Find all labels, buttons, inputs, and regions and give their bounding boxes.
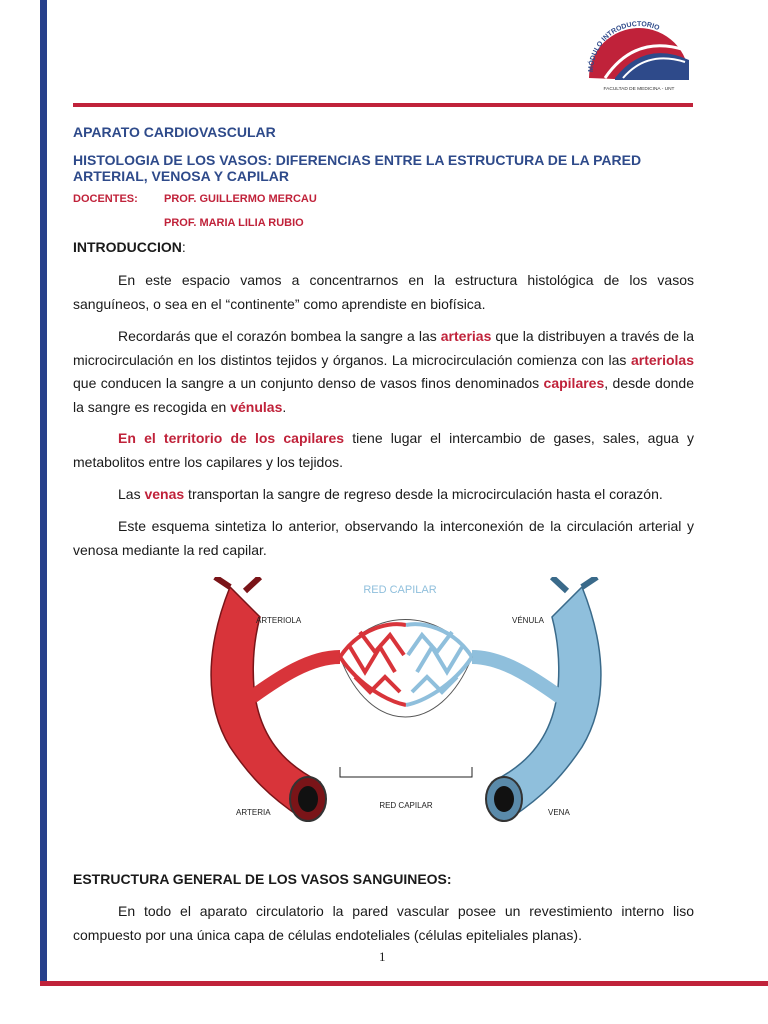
arteriole-shape bbox=[252, 657, 340, 697]
label-arteriola: ARTERIOLA bbox=[256, 616, 302, 625]
term-territorio-capilares: En el territorio de los capilares bbox=[118, 430, 345, 446]
left-accent-bar bbox=[40, 0, 47, 986]
label-vena: VENA bbox=[548, 808, 570, 817]
p4-text-a: Las bbox=[118, 486, 145, 502]
paragraph-1: En este espacio vamos a concentrarnos en la estructura histológica de los vasos sanguíneos, o sea en el “continente” como aprendiste en biofísica. bbox=[73, 272, 694, 312]
term-venulas: vénulas bbox=[230, 398, 283, 415]
p2-text-a: Recordarás que el corazón bombea la sangre a las bbox=[118, 328, 441, 344]
p3-text-b: tiene lugar el intercambio de gases, sales, agua y metabolitos entre los capilares y los tejidos. bbox=[73, 430, 694, 470]
logo-arc-text: MÓDULO INTRODUCTORIO bbox=[587, 20, 661, 73]
faculty-logo bbox=[585, 20, 693, 98]
venule-shape bbox=[472, 657, 560, 697]
page-title-line1: HISTOLOGIA DE LOS VASOS: DIFERENCIAS ENTRE LA ESTRUCTURA DE LA PARED bbox=[73, 152, 642, 168]
p2-text-c: que la distribuyen a través de la microcirculación en los distintos tejidos y órganos. La microcirculación comienza con las bbox=[73, 328, 694, 368]
page-number: 1 bbox=[379, 949, 386, 964]
diagram-title: RED CAPILAR bbox=[363, 584, 437, 596]
docente-name-1: PROF. GUILLERMO MERCAU bbox=[164, 193, 317, 205]
p2-text-e: que conducen la sangre a un conjunto denso de vasos finos denominados bbox=[73, 375, 544, 391]
section-heading-estructura: ESTRUCTURA GENERAL DE LOS VASOS SANGUINEOS: bbox=[73, 871, 452, 887]
paragraph-6: En todo el aparato circulatorio la pared vascular posee un revestimiento interno liso compuesto por una única capa de células endoteliales (células epiteliales planas). bbox=[73, 903, 694, 943]
capillary-network-diagram bbox=[190, 577, 622, 831]
label-venula: VÉNULA bbox=[512, 616, 545, 625]
docentes-label: DOCENTES: bbox=[73, 193, 138, 205]
docente-name-2: PROF. MARIA LILIA RUBIO bbox=[164, 217, 304, 229]
paragraph-2 bbox=[73, 325, 694, 419]
p4-text-c: transportan la sangre de regreso desde la microcirculación hasta el corazón. bbox=[184, 486, 663, 502]
term-venas: venas bbox=[144, 486, 185, 502]
page-title-line2: ARTERIAL, VENOSA Y CAPILAR bbox=[73, 168, 289, 184]
p2-text-i: . bbox=[282, 398, 287, 415]
term-arteriolas: arteriolas bbox=[630, 351, 694, 368]
logo-caption: FACULTAD DE MEDICINA - UNT bbox=[603, 87, 675, 92]
p2-text-g: , desde donde la sangre es recogida en bbox=[73, 375, 694, 415]
paragraph-4 bbox=[73, 483, 694, 507]
label-arteria: ARTERIA bbox=[236, 808, 271, 817]
header-divider bbox=[73, 103, 693, 107]
paragraph-3 bbox=[73, 427, 694, 474]
term-capilares: capilares bbox=[543, 375, 605, 391]
intro-heading-colon: : bbox=[181, 239, 186, 255]
section-heading: APARATO CARDIOVASCULAR bbox=[73, 124, 276, 140]
footer-divider bbox=[40, 981, 768, 986]
intro-heading-text: INTRODUCCION bbox=[73, 239, 182, 255]
intro-heading bbox=[73, 239, 186, 255]
label-red-capilar: RED CAPILAR bbox=[379, 801, 433, 810]
term-arterias: arterias bbox=[440, 328, 492, 344]
paragraph-5: Este esquema sintetiza lo anterior, observando la interconexión de la circulación arterial y venosa mediante la red capilar. bbox=[73, 518, 694, 558]
